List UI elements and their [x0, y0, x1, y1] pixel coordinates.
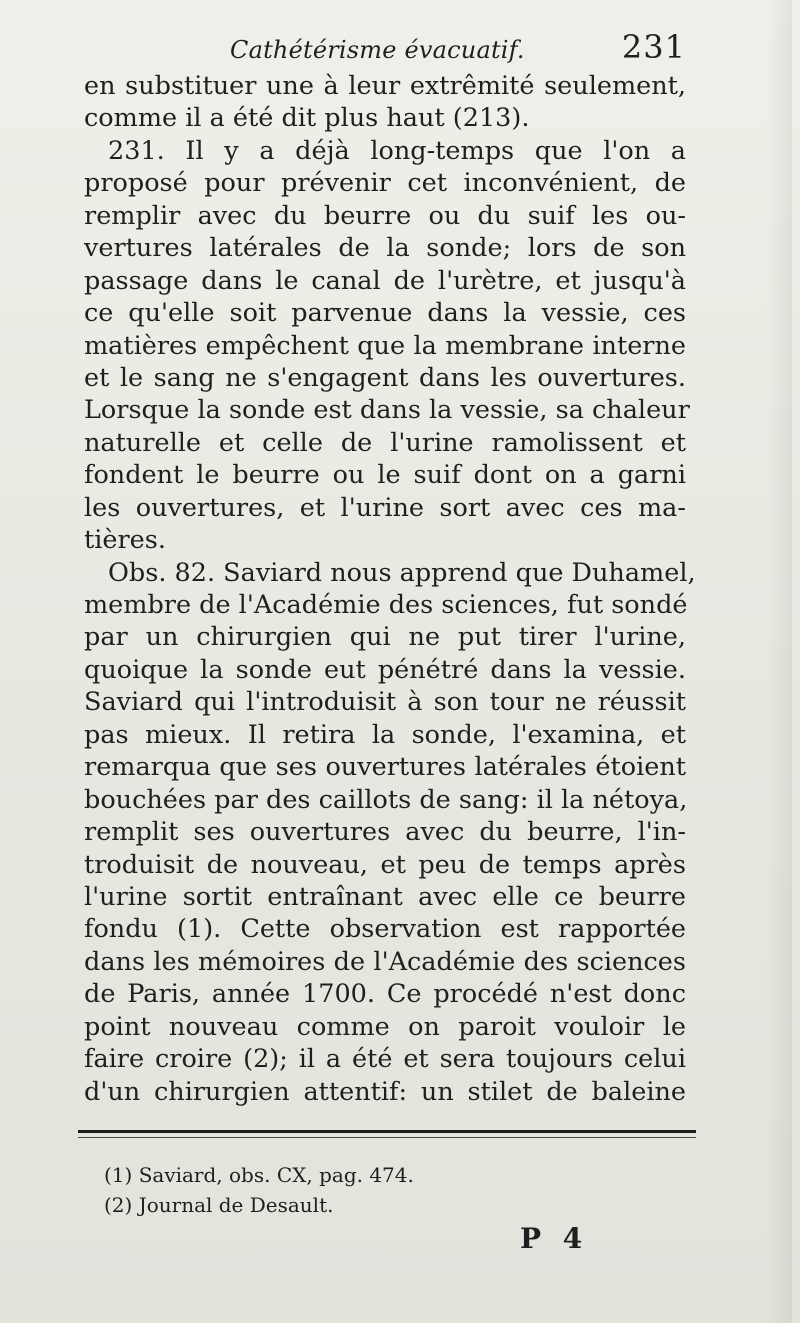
- text-line: de Paris, année 1700. Ce procédé n'est donc: [84, 979, 686, 1010]
- text-line: bouchées par des caillots de sang: il la nétoya,: [84, 784, 688, 815]
- running-title: Cathétérisme évacuatif.: [230, 36, 525, 64]
- footnote-1: (1) Saviard, obs. CX, pag. 474.: [104, 1163, 414, 1187]
- page-edge-shadow: [766, 0, 792, 1323]
- footnote-rule-thin: [78, 1137, 696, 1138]
- text-line: naturelle et celle de l'urine ramolissent et: [84, 427, 686, 458]
- text-line: d'un chirurgien attentif: un stilet de baleine: [84, 1076, 686, 1107]
- signature-mark: P 4: [520, 1222, 589, 1255]
- text-line: point nouveau comme on paroit vouloir le: [84, 1011, 686, 1042]
- text-line: dans les mémoires de l'Académie des sciences: [84, 946, 686, 977]
- paragraph-231-start: 231. Il y a déjà long-temps que l'on a: [108, 135, 686, 166]
- text-line: les ouvertures, et l'urine sort avec ces ma-: [84, 492, 686, 523]
- text-line: fondu (1). Cette observation est rapportée: [84, 914, 686, 945]
- text-line: par un chirurgien qui ne put tirer l'urine,: [84, 622, 686, 653]
- text-line: et le sang ne s'engagent dans les ouvertures.: [84, 362, 686, 393]
- page-number: 231: [621, 28, 686, 66]
- page-header: [84, 28, 686, 76]
- text-line: tières.: [84, 525, 166, 556]
- text-line: remplir avec du beurre ou du suif les ou-: [84, 200, 686, 231]
- text-line: comme il a été dit plus haut (213).: [84, 103, 530, 134]
- text-line: ce qu'elle soit parvenue dans la vessie, ces: [84, 298, 686, 329]
- text-line: Lorsque la sonde est dans la vessie, sa chaleur: [84, 395, 690, 426]
- text-line: Saviard qui l'introduisit à son tour ne réussit: [84, 687, 686, 718]
- text-line: en substituer une à leur extrêmité seulement,: [84, 71, 686, 101]
- footnote-rule: [78, 1130, 696, 1133]
- text-line: matières empêchent que la membrane interne: [84, 330, 686, 361]
- text-line: vertures latérales de la sonde; lors de son: [84, 233, 686, 264]
- text-line: l'urine sortit entraînant avec elle ce beurre: [84, 881, 686, 912]
- text-line: membre de l'Académie des sciences, fut sondé: [84, 590, 688, 620]
- text-line: fondent le beurre ou le suif dont on a garni: [84, 460, 686, 491]
- text-line: troduisit de nouveau, et peu de temps après: [84, 849, 686, 880]
- main-text: [84, 70, 696, 1108]
- observation-82-start: Obs. 82. Saviard nous apprend que Duhamel,: [108, 557, 696, 588]
- text-line: remarqua que ses ouvertures latérales étoient: [84, 752, 686, 783]
- text-line: proposé pour prévenir cet inconvénient, de: [84, 168, 686, 199]
- footnote-2: (2) Journal de Desault.: [104, 1193, 334, 1217]
- text-line: remplit ses ouvertures avec du beurre, l'in-: [84, 817, 686, 848]
- text-line: pas mieux. Il retira la sonde, l'examina, et: [84, 719, 686, 750]
- footnotes: [104, 1160, 604, 1220]
- text-line: passage dans le canal de l'urètre, et jusqu'à: [84, 265, 686, 296]
- text-line: faire croire (2); il a été et sera toujours celui: [84, 1044, 686, 1075]
- text-line: quoique la sonde eut pénétré dans la vessie.: [84, 654, 686, 685]
